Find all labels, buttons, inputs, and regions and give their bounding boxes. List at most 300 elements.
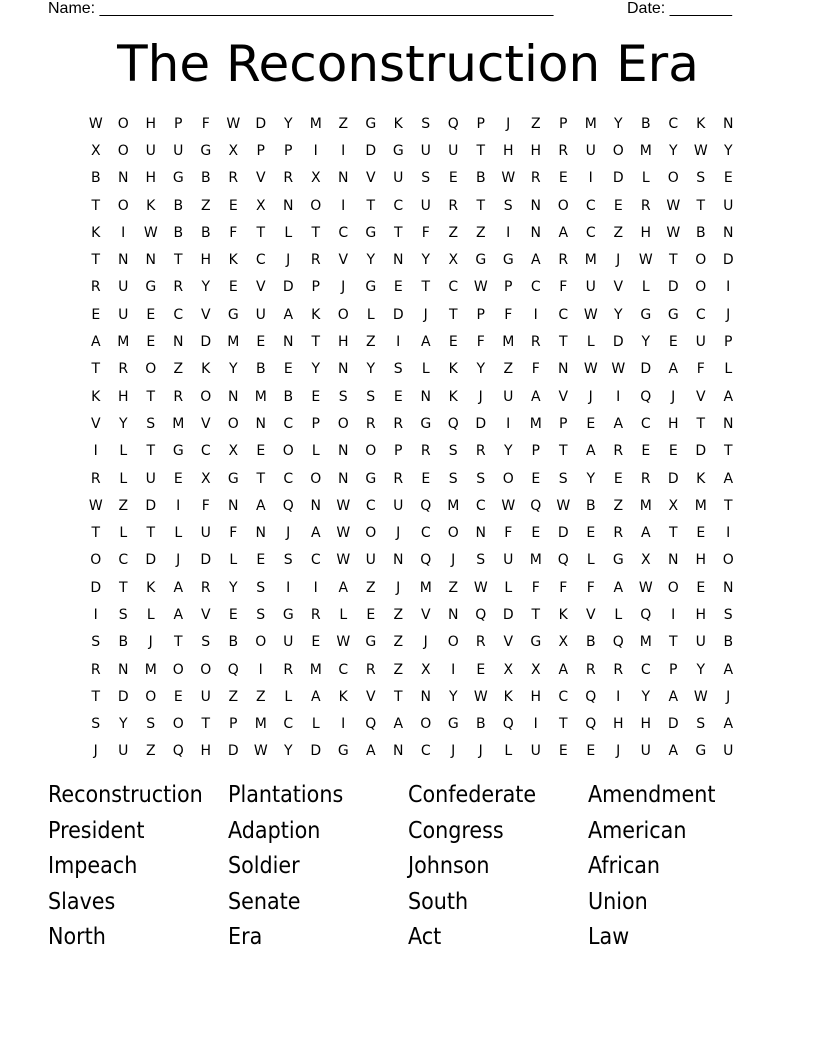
grid-letter[interactable]: P (476, 306, 485, 323)
grid-letter[interactable]: E (283, 361, 293, 378)
grid-letter[interactable]: L (339, 606, 348, 623)
grid-letter[interactable]: Q (447, 115, 459, 132)
grid-letter[interactable]: G (365, 279, 377, 296)
grid-letter[interactable]: W (693, 142, 708, 159)
grid-letter[interactable]: I (506, 224, 511, 241)
grid-letter[interactable]: T (558, 443, 568, 460)
grid-letter[interactable]: D (392, 306, 404, 323)
grid-letter[interactable]: H (695, 606, 707, 623)
grid-letter[interactable]: U (118, 306, 129, 323)
grid-letter[interactable]: V (365, 170, 376, 187)
grid-letter[interactable]: J (451, 552, 456, 569)
grid-letter[interactable]: K (696, 115, 706, 132)
grid-letter[interactable]: E (228, 279, 238, 296)
grid-letter[interactable]: P (724, 334, 733, 351)
grid-letter[interactable]: K (696, 470, 706, 487)
grid-letter[interactable]: K (228, 252, 238, 269)
grid-letter[interactable]: U (448, 142, 459, 159)
grid-letter[interactable]: G (695, 743, 707, 760)
grid-letter[interactable]: N (228, 388, 239, 405)
grid-letter[interactable]: D (200, 334, 212, 351)
grid-letter[interactable]: O (145, 361, 157, 378)
grid-letter[interactable]: D (227, 743, 239, 760)
grid-letter[interactable]: C (640, 415, 651, 432)
grid-letter[interactable]: O (337, 306, 349, 323)
grid-letter[interactable]: B (723, 634, 734, 651)
grid-letter[interactable]: J (176, 552, 181, 569)
grid-letter[interactable]: W (336, 525, 351, 542)
grid-letter[interactable]: E (256, 443, 266, 460)
grid-letter[interactable]: I (313, 579, 318, 596)
grid-letter[interactable]: T (91, 252, 101, 269)
grid-letter[interactable]: E (393, 388, 403, 405)
grid-letter[interactable]: K (558, 606, 568, 623)
grid-letter[interactable]: W (638, 579, 653, 596)
grid-letter[interactable]: D (695, 443, 707, 460)
grid-letter[interactable]: R (613, 661, 624, 678)
grid-letter[interactable]: E (256, 552, 266, 569)
grid-letter[interactable]: L (641, 279, 650, 296)
grid-letter[interactable]: Y (118, 415, 128, 432)
grid-letter[interactable]: X (200, 470, 211, 487)
grid-letter[interactable]: A (530, 252, 541, 269)
grid-letter[interactable]: P (669, 661, 678, 678)
grid-letter[interactable]: U (503, 552, 514, 569)
grid-letter[interactable]: T (668, 634, 678, 651)
grid-letter[interactable]: E (531, 525, 541, 542)
grid-letter[interactable]: D (557, 525, 569, 542)
grid-letter[interactable]: Q (282, 497, 294, 514)
grid-letter[interactable]: F (201, 497, 210, 514)
grid-letter[interactable]: I (258, 661, 263, 678)
grid-letter[interactable]: C (585, 197, 596, 214)
grid-letter[interactable]: S (256, 579, 266, 596)
grid-letter[interactable]: K (146, 197, 156, 214)
grid-letter[interactable]: L (284, 688, 293, 705)
grid-letter[interactable]: A (90, 334, 101, 351)
grid-letter[interactable]: Q (557, 552, 569, 569)
grid-letter[interactable]: J (423, 306, 428, 323)
grid-letter[interactable]: M (639, 142, 652, 159)
grid-letter[interactable]: T (558, 716, 568, 733)
grid-letter[interactable]: S (91, 716, 101, 733)
grid-letter[interactable]: M (694, 497, 707, 514)
grid-letter[interactable]: X (90, 142, 101, 159)
grid-letter[interactable]: C (585, 224, 596, 241)
grid-letter[interactable]: N (118, 661, 129, 678)
grid-letter[interactable]: K (91, 224, 101, 241)
grid-letter[interactable]: Q (530, 497, 542, 514)
grid-letter[interactable]: S (201, 634, 211, 651)
grid-letter[interactable]: Q (475, 606, 487, 623)
grid-letter[interactable]: J (396, 525, 401, 542)
grid-letter[interactable]: D (667, 470, 679, 487)
grid-letter[interactable]: H (640, 716, 652, 733)
grid-letter[interactable]: P (476, 115, 485, 132)
grid-letter[interactable]: A (723, 661, 734, 678)
grid-letter[interactable]: J (726, 688, 731, 705)
grid-letter[interactable]: C (448, 279, 459, 296)
grid-letter[interactable]: R (173, 388, 184, 405)
grid-letter[interactable]: R (530, 334, 541, 351)
grid-letter[interactable]: M (447, 497, 460, 514)
grid-letter[interactable]: O (722, 552, 734, 569)
grid-letter[interactable]: E (173, 470, 183, 487)
grid-letter[interactable]: B (200, 224, 211, 241)
grid-letter[interactable]: O (667, 579, 679, 596)
grid-letter[interactable]: C (118, 552, 129, 569)
grid-letter[interactable]: N (255, 415, 266, 432)
grid-letter[interactable]: R (200, 579, 211, 596)
grid-letter[interactable]: S (146, 415, 156, 432)
grid-letter[interactable]: L (229, 552, 238, 569)
grid-letter[interactable]: Z (228, 688, 239, 705)
grid-letter[interactable]: F (504, 525, 513, 542)
grid-letter[interactable]: K (201, 361, 211, 378)
grid-letter[interactable]: Y (228, 579, 238, 596)
grid-letter[interactable]: E (228, 606, 238, 623)
grid-letter[interactable]: N (283, 334, 294, 351)
grid-letter[interactable]: E (613, 470, 623, 487)
grid-letter[interactable]: F (559, 579, 568, 596)
grid-letter[interactable]: F (201, 115, 210, 132)
grid-letter[interactable]: Z (475, 224, 486, 241)
grid-letter[interactable]: U (420, 142, 431, 159)
grid-letter[interactable]: A (173, 606, 184, 623)
grid-letter[interactable]: A (668, 688, 679, 705)
grid-letter[interactable]: O (612, 142, 624, 159)
grid-letter[interactable]: U (585, 279, 596, 296)
grid-letter[interactable]: B (475, 170, 486, 187)
grid-letter[interactable]: W (583, 361, 598, 378)
grid-letter[interactable]: D (502, 606, 514, 623)
grid-letter[interactable]: L (586, 334, 595, 351)
grid-letter[interactable]: N (145, 252, 156, 269)
grid-letter[interactable]: X (310, 170, 321, 187)
grid-letter[interactable]: Y (586, 470, 596, 487)
grid-letter[interactable]: H (117, 388, 129, 405)
grid-letter[interactable]: Y (641, 334, 651, 351)
grid-letter[interactable]: P (311, 415, 320, 432)
grid-letter[interactable]: C (475, 497, 486, 514)
grid-letter[interactable]: G (365, 224, 377, 241)
grid-letter[interactable]: Z (145, 743, 156, 760)
grid-letter[interactable]: S (723, 606, 733, 623)
grid-letter[interactable]: N (173, 334, 184, 351)
grid-letter[interactable]: N (723, 415, 734, 432)
grid-letter[interactable]: Q (585, 716, 597, 733)
grid-letter[interactable]: C (283, 415, 294, 432)
grid-letter[interactable]: C (338, 661, 349, 678)
grid-letter[interactable]: Y (613, 306, 623, 323)
grid-letter[interactable]: T (91, 197, 101, 214)
grid-letter[interactable]: U (723, 197, 734, 214)
grid-letter[interactable]: E (586, 415, 596, 432)
grid-letter[interactable]: H (145, 115, 157, 132)
grid-letter[interactable]: I (533, 716, 538, 733)
grid-letter[interactable]: P (174, 115, 183, 132)
grid-letter[interactable]: W (501, 170, 516, 187)
grid-letter[interactable]: B (173, 197, 184, 214)
grid-letter[interactable]: A (668, 743, 679, 760)
grid-letter[interactable]: N (448, 606, 459, 623)
grid-letter[interactable]: G (392, 142, 404, 159)
grid-letter[interactable]: B (585, 634, 596, 651)
grid-letter[interactable]: T (723, 443, 733, 460)
grid-letter[interactable]: A (613, 579, 624, 596)
grid-letter[interactable]: I (176, 497, 181, 514)
grid-letter[interactable]: B (90, 170, 101, 187)
grid-letter[interactable]: U (118, 743, 129, 760)
grid-letter[interactable]: U (695, 634, 706, 651)
grid-letter[interactable]: D (667, 279, 679, 296)
grid-letter[interactable]: Z (173, 361, 184, 378)
grid-letter[interactable]: L (119, 470, 128, 487)
grid-letter[interactable]: D (640, 361, 652, 378)
grid-letter[interactable]: H (530, 142, 542, 159)
grid-letter[interactable]: G (502, 252, 514, 269)
grid-letter[interactable]: R (228, 170, 239, 187)
grid-letter[interactable]: C (338, 224, 349, 241)
grid-letter[interactable]: V (695, 388, 706, 405)
grid-letter[interactable]: E (448, 170, 458, 187)
grid-letter[interactable]: Y (118, 716, 128, 733)
grid-letter[interactable]: F (531, 361, 540, 378)
grid-letter[interactable]: T (668, 252, 678, 269)
grid-letter[interactable]: A (283, 306, 294, 323)
grid-letter[interactable]: T (696, 197, 706, 214)
grid-letter[interactable]: M (309, 115, 322, 132)
grid-letter[interactable]: P (559, 115, 568, 132)
grid-letter[interactable]: O (310, 470, 322, 487)
grid-letter[interactable]: F (531, 579, 540, 596)
grid-letter[interactable]: S (476, 552, 486, 569)
grid-letter[interactable]: K (146, 579, 156, 596)
grid-letter[interactable]: T (421, 279, 431, 296)
grid-letter[interactable]: S (421, 115, 431, 132)
grid-letter[interactable]: G (667, 306, 679, 323)
grid-letter[interactable]: R (420, 443, 431, 460)
grid-letter[interactable]: L (311, 443, 320, 460)
grid-letter[interactable]: T (393, 688, 403, 705)
grid-letter[interactable]: C (668, 115, 679, 132)
grid-letter[interactable]: F (504, 306, 513, 323)
grid-letter[interactable]: A (723, 470, 734, 487)
grid-letter[interactable]: C (310, 552, 321, 569)
grid-letter[interactable]: J (478, 388, 483, 405)
grid-letter[interactable]: J (396, 579, 401, 596)
grid-letter[interactable]: F (476, 334, 485, 351)
grid-letter[interactable]: B (283, 388, 294, 405)
grid-letter[interactable]: L (504, 743, 513, 760)
grid-letter[interactable]: W (638, 252, 653, 269)
grid-letter[interactable]: R (475, 634, 486, 651)
grid-letter[interactable]: R (118, 361, 129, 378)
grid-letter[interactable]: R (310, 252, 321, 269)
grid-letter[interactable]: W (253, 743, 268, 760)
grid-letter[interactable]: A (365, 743, 376, 760)
grid-letter[interactable]: R (393, 415, 404, 432)
grid-letter[interactable]: K (448, 388, 458, 405)
grid-letter[interactable]: D (475, 415, 487, 432)
grid-letter[interactable]: Q (502, 716, 514, 733)
grid-letter[interactable]: C (283, 716, 294, 733)
grid-letter[interactable]: R (613, 525, 624, 542)
grid-letter[interactable]: J (506, 115, 511, 132)
grid-letter[interactable]: E (586, 743, 596, 760)
date-field[interactable]: Date: _______ (627, 0, 732, 17)
grid-letter[interactable]: W (583, 306, 598, 323)
grid-letter[interactable]: A (173, 579, 184, 596)
grid-letter[interactable]: B (200, 170, 211, 187)
grid-letter[interactable]: R (530, 170, 541, 187)
grid-letter[interactable]: T (311, 334, 321, 351)
grid-letter[interactable]: Q (585, 688, 597, 705)
grid-letter[interactable]: W (666, 197, 681, 214)
grid-letter[interactable]: G (420, 415, 432, 432)
grid-letter[interactable]: A (310, 688, 321, 705)
grid-letter[interactable]: P (394, 443, 403, 460)
grid-letter[interactable]: E (146, 306, 156, 323)
grid-letter[interactable]: D (667, 716, 679, 733)
grid-letter[interactable]: J (616, 252, 621, 269)
grid-letter[interactable]: I (588, 170, 593, 187)
grid-letter[interactable]: E (146, 334, 156, 351)
grid-letter[interactable]: I (93, 443, 98, 460)
grid-letter[interactable]: Y (283, 743, 293, 760)
grid-letter[interactable]: T (393, 224, 403, 241)
grid-letter[interactable]: R (640, 197, 651, 214)
grid-letter[interactable]: O (557, 197, 569, 214)
grid-letter[interactable]: T (366, 197, 376, 214)
grid-letter[interactable]: X (420, 661, 431, 678)
grid-letter[interactable]: O (365, 443, 377, 460)
grid-letter[interactable]: J (341, 279, 346, 296)
grid-letter[interactable]: Y (311, 361, 321, 378)
grid-letter[interactable]: U (118, 279, 129, 296)
grid-letter[interactable]: F (229, 525, 238, 542)
grid-letter[interactable]: M (309, 661, 322, 678)
grid-letter[interactable]: A (723, 716, 734, 733)
grid-letter[interactable]: S (476, 470, 486, 487)
grid-letter[interactable]: Z (393, 606, 404, 623)
grid-letter[interactable]: J (726, 306, 731, 323)
grid-letter[interactable]: Z (613, 497, 624, 514)
grid-letter[interactable]: I (341, 142, 346, 159)
grid-letter[interactable]: E (696, 525, 706, 542)
grid-letter[interactable]: X (530, 661, 541, 678)
grid-letter[interactable]: R (90, 470, 101, 487)
grid-letter[interactable]: T (91, 361, 101, 378)
grid-letter[interactable]: P (559, 415, 568, 432)
grid-letter[interactable]: C (558, 306, 569, 323)
grid-letter[interactable]: A (310, 525, 321, 542)
grid-letter[interactable]: U (530, 743, 541, 760)
grid-letter[interactable]: E (228, 197, 238, 214)
grid-letter[interactable]: H (200, 743, 212, 760)
grid-letter[interactable]: U (420, 197, 431, 214)
grid-letter[interactable]: C (255, 252, 266, 269)
grid-letter[interactable]: P (229, 716, 238, 733)
grid-letter[interactable]: Q (447, 415, 459, 432)
grid-letter[interactable]: O (695, 279, 707, 296)
grid-letter[interactable]: M (639, 497, 652, 514)
grid-letter[interactable]: E (723, 170, 733, 187)
grid-letter[interactable]: D (145, 497, 157, 514)
grid-letter[interactable]: T (723, 497, 733, 514)
grid-letter[interactable]: O (310, 197, 322, 214)
grid-letter[interactable]: Q (227, 661, 239, 678)
grid-letter[interactable]: E (366, 606, 376, 623)
grid-letter[interactable]: D (722, 252, 734, 269)
grid-letter[interactable]: T (146, 443, 156, 460)
grid-letter[interactable]: G (612, 552, 624, 569)
grid-letter[interactable]: E (91, 306, 101, 323)
grid-letter[interactable]: L (421, 361, 430, 378)
grid-letter[interactable]: A (530, 388, 541, 405)
grid-letter[interactable]: A (613, 415, 624, 432)
grid-letter[interactable]: N (393, 252, 404, 269)
grid-letter[interactable]: N (228, 497, 239, 514)
grid-letter[interactable]: W (501, 497, 516, 514)
grid-letter[interactable]: I (671, 606, 676, 623)
grid-letter[interactable]: W (611, 361, 626, 378)
grid-letter[interactable]: Y (201, 279, 211, 296)
grid-letter[interactable]: R (640, 470, 651, 487)
grid-letter[interactable]: O (227, 415, 239, 432)
grid-letter[interactable]: D (255, 115, 267, 132)
grid-letter[interactable]: Z (503, 361, 514, 378)
grid-letter[interactable]: H (695, 552, 707, 569)
grid-letter[interactable]: H (200, 252, 212, 269)
grid-letter[interactable]: Z (393, 661, 404, 678)
grid-letter[interactable]: R (558, 252, 569, 269)
name-field[interactable]: Name: ___________________________________________________ (48, 0, 554, 17)
grid-letter[interactable]: J (148, 634, 153, 651)
grid-letter[interactable]: F (559, 279, 568, 296)
grid-letter[interactable]: M (529, 552, 542, 569)
grid-letter[interactable]: X (668, 497, 679, 514)
grid-letter[interactable]: U (200, 688, 211, 705)
grid-letter[interactable]: B (118, 634, 129, 651)
grid-letter[interactable]: Z (613, 224, 624, 241)
grid-letter[interactable]: I (341, 197, 346, 214)
grid-letter[interactable]: W (473, 688, 488, 705)
grid-letter[interactable]: I (451, 661, 456, 678)
grid-letter[interactable]: S (366, 388, 376, 405)
grid-letter[interactable]: T (311, 224, 321, 241)
grid-letter[interactable]: Q (640, 606, 652, 623)
grid-letter[interactable]: R (90, 661, 101, 678)
grid-letter[interactable]: C (530, 279, 541, 296)
grid-letter[interactable]: E (586, 525, 596, 542)
grid-letter[interactable]: N (338, 443, 349, 460)
grid-letter[interactable]: E (173, 688, 183, 705)
grid-letter[interactable]: U (503, 388, 514, 405)
grid-letter[interactable]: X (255, 197, 266, 214)
grid-letter[interactable]: O (447, 634, 459, 651)
grid-letter[interactable]: Z (530, 115, 541, 132)
grid-letter[interactable]: T (91, 688, 101, 705)
grid-letter[interactable]: R (448, 197, 459, 214)
grid-letter[interactable]: R (585, 661, 596, 678)
grid-letter[interactable]: L (586, 552, 595, 569)
grid-letter[interactable]: D (145, 552, 157, 569)
grid-letter[interactable]: A (585, 443, 596, 460)
grid-letter[interactable]: Z (393, 634, 404, 651)
grid-letter[interactable]: H (640, 224, 652, 241)
grid-letter[interactable]: J (588, 388, 593, 405)
